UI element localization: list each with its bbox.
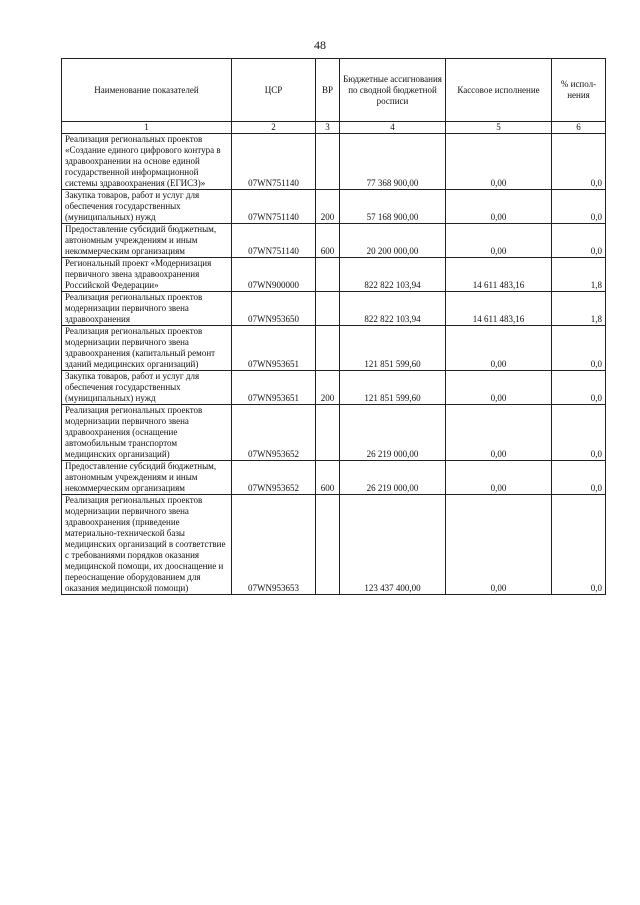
table-row [62,461,606,495]
execution-amount: 14 611 483,16 [446,292,552,326]
execution-percent: 0,0 [552,371,606,405]
csr-code: 07WN953652 [232,405,316,461]
allocation-amount: 121 851 599,60 [340,371,446,405]
indicator-name: Реализация региональных проектов «Создание единого цифрового контура в здравоохранении на основе единой государственной информационной системы здравоохранения (ЕГИСЗ)» [62,134,232,190]
csr-code: 07WN953653 [232,495,316,595]
indicator-name: Предоставление субсидий бюджетным, автономным учреждениям и иным некоммерческим организациям [62,224,232,258]
vr-code [316,134,340,190]
csr-code: 07WN953651 [232,326,316,371]
indicator-name: Региональный проект «Модернизация первичного звена здравоохранения Российской Федерации» [62,258,232,292]
column-number: 5 [446,122,552,134]
table-row [62,224,606,258]
allocation-amount: 123 437 400,00 [340,495,446,595]
vr-code: 200 [316,190,340,224]
indicator-name: Реализация региональных проектов модернизации первичного звена здравоохранения (капитальный ремонт зданий медицинских организаций) [62,326,232,371]
budget-table [61,58,606,595]
table-row [62,258,606,292]
column-number: 6 [552,122,606,134]
vr-code: 600 [316,461,340,495]
table-row [62,405,606,461]
column-number: 1 [62,122,232,134]
column-number: 2 [232,122,316,134]
execution-amount: 14 611 483,16 [446,258,552,292]
indicator-name: Реализация региональных проектов модернизации первичного звена здравоохранения [62,292,232,326]
indicator-name: Предоставление субсидий бюджетным, автономным учреждениям и иным некоммерческим организациям [62,461,232,495]
execution-percent: 1,8 [552,292,606,326]
csr-code: 07WN751140 [232,224,316,258]
csr-code: 07WN751140 [232,134,316,190]
column-number-row [62,122,606,134]
table-row [62,190,606,224]
column-number: 4 [340,122,446,134]
execution-amount: 0,00 [446,134,552,190]
vr-code: 200 [316,371,340,405]
table-row [62,495,606,595]
indicator-name: Закупка товаров, работ и услуг для обеспечения государственных (муниципальных) нужд [62,190,232,224]
execution-amount: 0,00 [446,405,552,461]
execution-percent: 0,0 [552,134,606,190]
csr-code: 07WN953652 [232,461,316,495]
csr-code: 07WN900000 [232,258,316,292]
execution-percent: 1,8 [552,258,606,292]
csr-code: 07WN751140 [232,190,316,224]
header-vr: ВР [316,59,340,122]
allocation-amount: 77 368 900,00 [340,134,446,190]
execution-percent: 0,0 [552,190,606,224]
allocation-amount: 57 168 900,00 [340,190,446,224]
allocation-amount: 822 822 103,94 [340,258,446,292]
allocation-amount: 822 822 103,94 [340,292,446,326]
indicator-name: Закупка товаров, работ и услуг для обеспечения государственных (муниципальных) нужд [62,371,232,405]
table-header-row [62,59,606,122]
table-row [62,371,606,405]
allocation-amount: 121 851 599,60 [340,326,446,371]
csr-code: 07WN953650 [232,292,316,326]
execution-amount: 0,00 [446,190,552,224]
vr-code [316,292,340,326]
table-row [62,326,606,371]
execution-percent: 0,0 [552,461,606,495]
header-allocations: Бюджетные ассигнования по сводной бюджетной росписи [340,59,446,122]
allocation-amount: 26 219 000,00 [340,461,446,495]
vr-code [316,258,340,292]
page-number: 48 [314,38,326,52]
vr-code: 600 [316,224,340,258]
header-csr: ЦСР [232,59,316,122]
header-percent: % испол-нения [552,59,606,122]
allocation-amount: 26 219 000,00 [340,405,446,461]
execution-amount: 0,00 [446,224,552,258]
execution-amount: 0,00 [446,326,552,371]
indicator-name: Реализация региональных проектов модернизации первичного звена здравоохранения (оснащение автомобильным транспортом медицинских организаций) [62,405,232,461]
execution-percent: 0,0 [552,326,606,371]
vr-code [316,495,340,595]
execution-percent: 0,0 [552,224,606,258]
table-row [62,134,606,190]
execution-amount: 0,00 [446,461,552,495]
execution-amount: 0,00 [446,495,552,595]
execution-amount: 0,00 [446,371,552,405]
csr-code: 07WN953651 [232,371,316,405]
vr-code [316,405,340,461]
vr-code [316,326,340,371]
allocation-amount: 20 200 000,00 [340,224,446,258]
indicator-name: Реализация региональных проектов модернизации первичного звена здравоохранения (приведение материально-технической базы медицинских организаций в соответствие с требованиями порядков оказания медицинской помощи, их дооснащение и переоснащение оборудованием для оказания медицинской помощи) [62,495,232,595]
header-name: Наименование показателей [62,59,232,122]
table-row [62,292,606,326]
execution-percent: 0,0 [552,405,606,461]
column-number: 3 [316,122,340,134]
execution-percent: 0,0 [552,495,606,595]
header-execution: Кассовое исполнение [446,59,552,122]
